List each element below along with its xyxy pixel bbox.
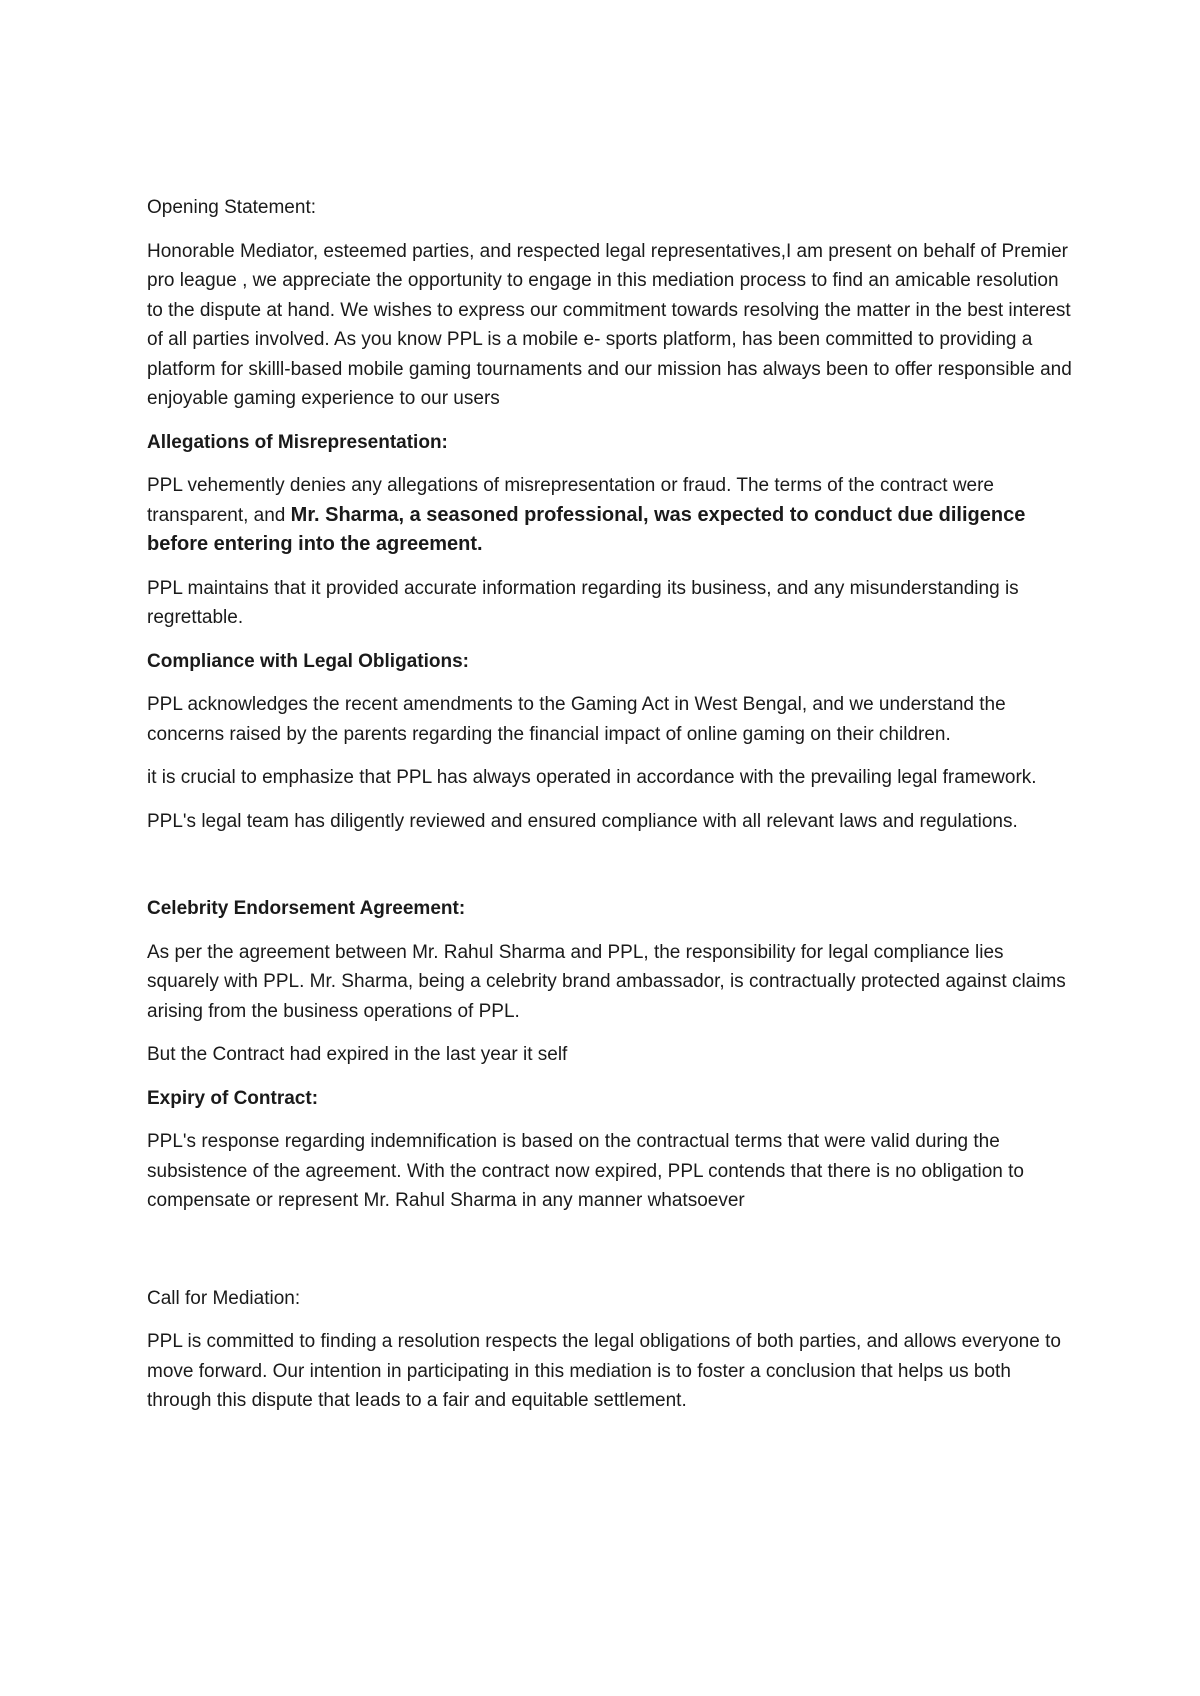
mediation-paragraph: PPL is committed to finding a resolution respects the legal obligations of both parties, and allows everyone to move forward. Our intention in participating in this mediation is to foster a conclusion that helps us both through this dispute that leads to a fair and equitable settlement. (147, 1331, 1061, 1411)
spacer (147, 1230, 1077, 1284)
allegations-text: PPL vehemently denies any allegations of misrepresentation or fraud. The terms of the contract were transparent, and (147, 475, 995, 526)
mediation-heading: Call for Mediation: (147, 1287, 301, 1309)
expiry-paragraph: PPL's response regarding indemnification is based on the contractual terms that were valid during the subsistence of the agreement. With the contract now expired, PPL contends that there is no obligation to compensate or represent Mr. Rahul Sharma in any manner whatsoever (147, 1131, 1024, 1211)
opening-statement-paragraph: Honorable Mediator, esteemed parties, and respected legal representatives,I am present on behalf of Premier pro league , we appreciate the opportunity to engage in this mediation process to find an amicable resolution to the dispute at hand. We wishes to express our commitment towards resolving the matter in the best interest of all parties involved. As you know PPL is a mobile e- sports platform, has been committed to providing a platform for skilll-based mobile gaming tournaments and our mission has always been to offer responsible and enjoyable gaming experience to our users (147, 240, 1072, 409)
endorsement-paragraph-2: But the Contract had expired in the last year it self (147, 1044, 568, 1065)
endorsement-paragraph-1: As per the agreement between Mr. Rahul Sharma and PPL, the responsibility for legal compliance lies squarely with PPL. Mr. Sharma, being a celebrity brand ambassador, is contractually protected against claims arising from the business operations of PPL. (147, 941, 1066, 1022)
allegations-heading: Allegations of Misrepresentation: (147, 431, 448, 453)
allegations-bold-text: Mr. Sharma, a seasoned professional, was expected to conduct due diligence before entering into the agreement. (147, 503, 1026, 555)
endorsement-heading: Celebrity Endorsement Agreement: (147, 898, 466, 919)
spacer (147, 850, 1077, 894)
compliance-paragraph-1: PPL acknowledges the recent amendments to the Gaming Act in West Bengal, and we understand the concerns raised by the parents regarding the financial impact of online gaming on their children. (147, 694, 1006, 745)
allegations-paragraph-2: PPL maintains that it provided accurate information regarding its business, and any misunderstanding is regrettable. (147, 577, 1019, 628)
compliance-paragraph-3: PPL's legal team has diligently reviewed and ensured compliance with all relevant laws and regulations. (147, 810, 1018, 832)
document-body (147, 193, 1077, 1430)
expiry-heading: Expiry of Contract: (147, 1087, 319, 1109)
allegations-paragraph (147, 471, 1077, 560)
compliance-paragraph-2: it is crucial to emphasize that PPL has always operated in accordance with the prevailing legal framework. (147, 767, 1037, 788)
opening-statement-heading: Opening Statement: (147, 197, 316, 218)
compliance-heading: Compliance with Legal Obligations: (147, 650, 469, 672)
